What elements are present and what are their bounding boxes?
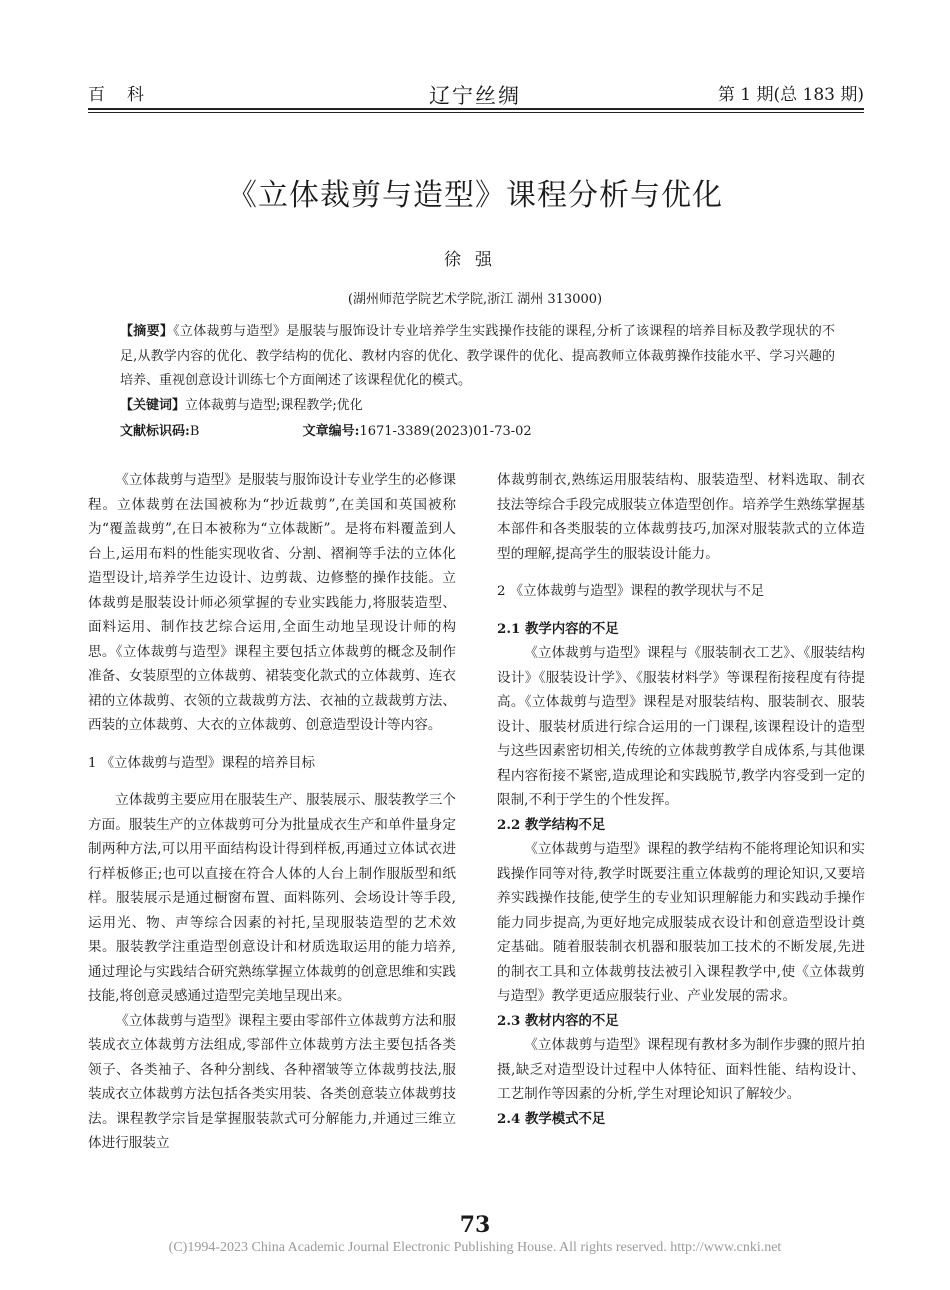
continued-paragraph: 体裁剪制衣,熟练运用服装结构、服装造型、材料选取、制衣技法等综合手段完成服装立体造型创作。培养学生熟练掌握基本部件和各类服装的立体裁剪技巧,加深对服装款式的立体造型的理解,提高学生的服装设计能力。 — [497, 472, 865, 562]
header-rule-bottom — [88, 112, 864, 113]
author: 徐强 — [444, 250, 506, 270]
subsection-2-3-paragraph: 《立体裁剪与造型》课程现有教材多为制作步骤的照片拍摄,缺乏对造型设计过程中人体特征、面料性能、结构设计、工艺制作等因素的分析,学生对理论知识了解较少。 — [497, 1037, 865, 1102]
section-1-paragraph-1: 立体裁剪主要应用在服装生产、服装展示、服装教学三个方面。服装生产的立体裁剪可分为批量成衣生产和单件量身定制两种方法,可以用平面结构设计得到样板,再通过立体试衣进行样板修正;也可以直接在符合人体的人台上制作服版型和纸样。服装展示是通过橱窗布置、面料陈列、会场设计等手段,运用光、物、声等综合因素的衬托,呈现服装造型的艺术效果。服装教学注重造型创意设计和材质选取运用的能力培养,通过理论与实践结合研究熟练掌握立体裁剪的创意思维和实践技能,将创意灵感通过造型完美地呈现出来。 — [88, 792, 456, 1004]
copyright-footer: (C)1994-2023 China Academic Journal Electronic Publishing House. All rights reserved. http://www.cnki.net — [168, 1240, 782, 1255]
article-number-value: 1671-3389(2023)01-73-02 — [359, 424, 532, 439]
doc-code-label: 文献标识码: — [120, 424, 190, 439]
abstract-text: 《立体裁剪与造型》是服装与服饰设计专业培养学生实践操作技能的课程,分析了该课程的培养目标及教学现状的不足,从教学内容的优化、教学结构的优化、教材内容的优化、教学课件的优化、提高教师立体裁剪操作技能水平、学习兴趣的培养、重视创意设计训练七个方面阐述了该课程优化的模式。 — [120, 324, 835, 388]
article-title: 《立体裁剪与造型》课程分析与优化 — [227, 178, 723, 213]
abstract-label: 【摘要】 — [120, 324, 174, 339]
right-column — [497, 468, 865, 1131]
subsection-2-1-heading: 2.1 教学内容的不足 — [497, 620, 619, 637]
subsection-2-2-paragraph: 《立体裁剪与造型》课程的教学结构不能将理论知识和实践操作同等对待,教学时既要注重立体裁剪的理论知识,又要培养实践操作技能,使学生的专业知识理解能力和实践动手操作能力同步提高,为更好地完成服装成衣设计和创意造型设计奠定基础。随着服装制衣机器和服装加工技术的不断发展,先进的制衣工具和立体裁剪技法被引入课程教学中,使《立体裁剪与造型》教学更适应服装行业、产业发展的需求。 — [497, 841, 865, 1004]
article-number-label: 文章编号: — [302, 424, 360, 439]
header-rule-top — [88, 108, 864, 110]
doc-code-value: B — [189, 424, 200, 439]
section-1-paragraph-2: 《立体裁剪与造型》课程主要由零部件立体裁剪方法和服装成衣立体裁剪方法组成,零部件立体裁剪方法主要包括各类领子、各类袖子、各种分割线、各种褶皱等立体裁剪技法,服装成衣立体裁剪方法包括各类实用装、各类创意装立体裁剪技法。课程教学宗旨是掌握服装款式可分解能力,并通过三维立体进行服装立 — [88, 1012, 456, 1151]
abstract — [120, 320, 835, 394]
keywords-label: 【关键词】 — [120, 398, 186, 413]
subsection-2-3-heading: 2.3 教材内容的不足 — [497, 1012, 619, 1029]
subsection-2-4-heading: 2.4 教学模式不足 — [497, 1110, 606, 1127]
header-issue: 第 1 期(总 183 期) — [717, 85, 864, 105]
header-journal: 辽宁丝绸 — [429, 84, 521, 108]
keywords — [120, 394, 835, 413]
section-1-heading: 1 《立体裁剪与造型》课程的培养目标 — [88, 755, 316, 771]
keywords-text: 立体裁剪与造型;课程教学;优化 — [185, 398, 363, 413]
subsection-2-1-paragraph: 《立体裁剪与造型》课程与《服装制衣工艺》、《服装结构设计》《服装设计学》、《服装材料学》等课程衔接程度有待提高。《立体裁剪与造型》课程是对服装结构、服装制衣、服装设计、服装材质进行综合运用的一门课程,该课程设计的造型与这些因素密切相关,传统的立体裁剪教学自成体系,与其他课程内容衔接不紧密,造成理论和实践脱节,教学内容受到一定的限制,不利于学生的个性发挥。 — [497, 645, 865, 808]
document-codes — [120, 420, 835, 439]
left-column — [88, 468, 456, 1156]
intro-paragraph: 《立体裁剪与造型》是服装与服饰设计专业学生的必修课程。立体裁剪在法国被称为“抄近裁剪”,在美国和英国被称为“覆盖裁剪”,在日本被称为“立体裁断”。是将布料覆盖到人台上,运用布料的性能实现收省、分割、褶裥等手法的立体化造型设计,培养学生边设计、边剪裁、边修整的操作技能。立体裁剪是服装设计师必须掌握的专业实践能力,将服装造型、面料运用、制作技艺综合运用,全面生动地呈现设计师的构思。《立体裁剪与造型》课程主要包括立体裁剪的概念及制作准备、女装原型的立体裁剪、裙装变化款式的立体裁剪、连衣裙的立体裁剪、衣领的立裁裁剪方法、衣袖的立裁裁剪方法、西装的立体裁剪、大衣的立体裁剪、创意造型设计等内容。 — [88, 472, 456, 733]
header-section: 百科 — [88, 85, 166, 105]
section-2-heading: 2 《立体裁剪与造型》课程的教学现状与不足 — [497, 584, 765, 599]
page-number: 73 — [459, 1212, 491, 1238]
subsection-2-2-heading: 2.2 教学结构不足 — [497, 816, 606, 833]
affiliation: (湖州师范学院艺术学院,浙江 湖州 313000) — [347, 292, 603, 307]
